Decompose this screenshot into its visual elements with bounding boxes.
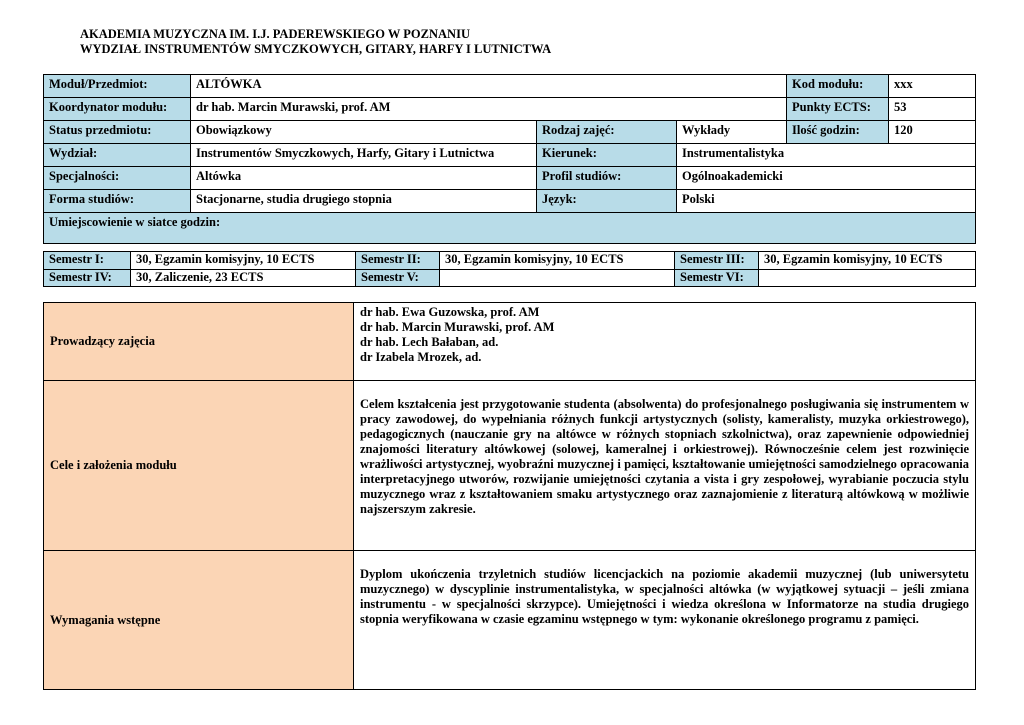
label-hours: Ilość godzin:	[787, 121, 889, 144]
semester-1-label: Semestr I:	[44, 252, 131, 270]
semester-5-label: Semestr V:	[356, 270, 440, 287]
label-faculty: Wydział:	[44, 144, 191, 167]
semester-3-label: Semestr III:	[675, 252, 759, 270]
label-requirements: Wymagania wstępne	[44, 551, 354, 690]
label-coordinator: Koordynator modułu:	[44, 98, 191, 121]
semester-3-value: 30, Egzamin komisyjny, 10 ECTS	[759, 252, 976, 270]
coordinator: dr hab. Marcin Murawski, prof. AM	[191, 98, 787, 121]
semester-2-label: Semestr II:	[356, 252, 440, 270]
lecturer-3: dr hab. Lech Bałaban, ad.	[360, 335, 499, 349]
language: Polski	[677, 190, 976, 213]
hours: 120	[889, 121, 976, 144]
label-module: Moduł/Przedmiot:	[44, 75, 191, 98]
label-status: Status przedmiotu:	[44, 121, 191, 144]
semester-table	[43, 251, 976, 287]
module-details-table	[43, 302, 976, 690]
lecturer-4: dr Izabela Mrozek, ad.	[360, 350, 482, 364]
specialty: Altówka	[191, 167, 537, 190]
semester-2-value: 30, Egzamin komisyjny, 10 ECTS	[440, 252, 675, 270]
semester-5-value	[440, 270, 675, 287]
ects-points: 53	[889, 98, 976, 121]
label-ects: Punkty ECTS:	[787, 98, 889, 121]
label-code: Kod modułu:	[787, 75, 889, 98]
label-specialty: Specjalności:	[44, 167, 191, 190]
module-name: ALTÓWKA	[191, 75, 787, 98]
lecturers-list	[354, 303, 976, 381]
lecturer-1: dr hab. Ewa Guzowska, prof. AM	[360, 305, 540, 319]
label-direction: Kierunek:	[537, 144, 677, 167]
class-type: Wykłady	[677, 121, 787, 144]
academy-name: AKADEMIA MUZYCZNA IM. I.J. PADEREWSKIEGO W POZNANIU	[80, 27, 470, 41]
profile: Ogólnoakademicki	[677, 167, 976, 190]
requirements-text: Dyplom ukończenia trzyletnich studiów licencjackich na poziomie akademii muzycznej (lub uniwersytetu muzycznego) w dyscyplinie instrumentalistyka, w specjalności altówka (w wyjątkowej sytuacji – jeśli zmiana instrumentu - w specjalności skrzypce). Umiejętności i wiedza określona w Informatorze na studia drugiego stopnia weryfikowana w czasie egzaminu wstępnego w tym: wykonanie określonego programu z pamięci.	[354, 551, 976, 690]
module-code: xxx	[889, 75, 976, 98]
label-placement: Umiejscowienie w siatce godzin:	[44, 213, 976, 244]
label-goals: Cele i założenia modułu	[44, 381, 354, 551]
module-info-table	[43, 74, 976, 244]
status: Obowiązkowy	[191, 121, 537, 144]
faculty-name: WYDZIAŁ INSTRUMENTÓW SMYCZKOWYCH, GITARY, HARFY I LUTNICTWA	[80, 42, 552, 56]
semester-1-value: 30, Egzamin komisyjny, 10 ECTS	[131, 252, 356, 270]
study-form: Stacjonarne, studia drugiego stopnia	[191, 190, 537, 213]
label-language: Język:	[537, 190, 677, 213]
semester-4-value: 30, Zaliczenie, 23 ECTS	[131, 270, 356, 287]
document-header	[80, 27, 551, 57]
semester-6-value	[759, 270, 976, 287]
label-profile: Profil studiów:	[537, 167, 677, 190]
label-study-form: Forma studiów:	[44, 190, 191, 213]
label-class-type: Rodzaj zajęć:	[537, 121, 677, 144]
semester-6-label: Semestr VI:	[675, 270, 759, 287]
faculty: Instrumentów Smyczkowych, Harfy, Gitary i Lutnictwa	[191, 144, 537, 167]
lecturer-2: dr hab. Marcin Murawski, prof. AM	[360, 320, 555, 334]
semester-4-label: Semestr IV:	[44, 270, 131, 287]
label-lecturers: Prowadzący zajęcia	[44, 303, 354, 381]
direction: Instrumentalistyka	[677, 144, 976, 167]
goals-text: Celem kształcenia jest przygotowanie studenta (absolwenta) do profesjonalnego posługiwania się instrumentem w pracy zawodowej, do wypełniania różnych funkcji artystycznych (solisty, kameralisty, muzyka orkiestrowego), pedagogicznych (nauczanie gry na altówce w różnych stopniach szkolnictwa), oraz zapewnienie odpowiedniej znajomości literatury altówkowej (solowej, kameralnej i orkiestrowej). Równocześnie celem jest rozwinięcie wrażliwości artystycznej, wyobraźni muzycznej i pamięci, kształtowanie umiejętności samodzielnego opracowania interpretacyjnego utworów, rozwijanie umiejętności czytania a vista i gry zespołowej, wyrabianie poczucia stylu muzycznego wraz z kształtowaniem smaku artystycznego oraz zaznajomienie z literaturą altówkową w możliwie najszerszym zakresie.	[354, 381, 976, 551]
